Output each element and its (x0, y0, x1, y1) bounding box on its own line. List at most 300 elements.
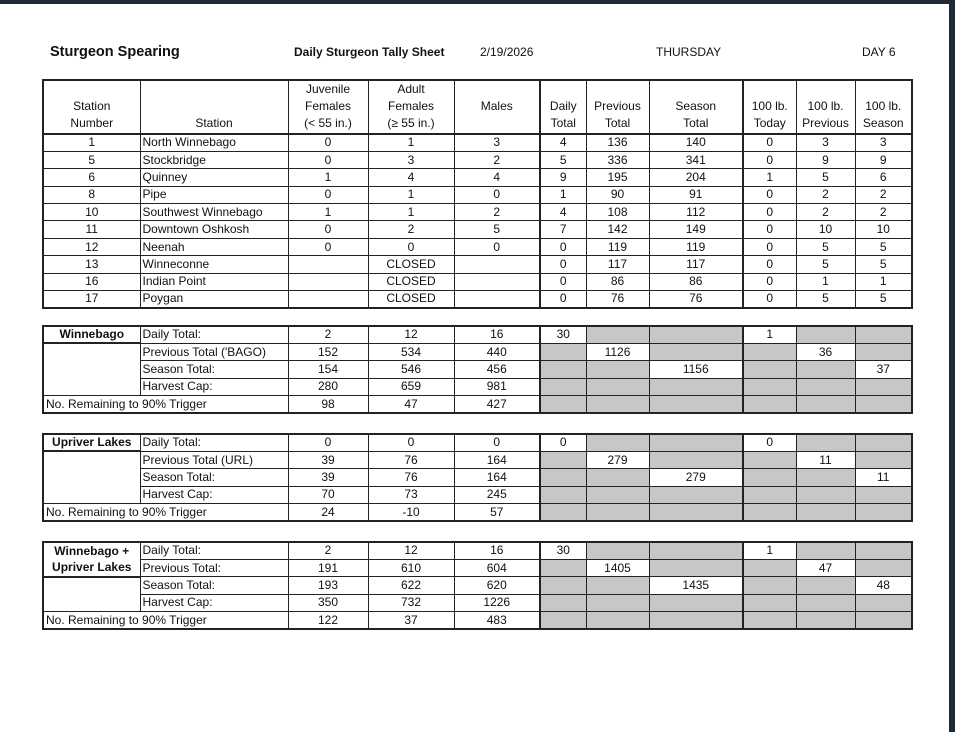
lb-season-value: 2 (855, 204, 912, 221)
daily-total-value: 1 (540, 186, 586, 203)
previous-total-value: 90 (586, 186, 649, 203)
adult-value: 1 (368, 134, 454, 151)
juvenile-value: 39 (288, 451, 368, 468)
males-value: 57 (454, 504, 540, 521)
juvenile-value: 0 (288, 134, 368, 151)
shaded-cell (743, 612, 796, 629)
station-number: 10 (43, 204, 140, 221)
adult-value: 76 (368, 469, 454, 486)
shaded-cell (586, 361, 649, 378)
blank-cell (43, 361, 140, 378)
shaded-cell (796, 486, 855, 503)
lb-previous-value: 5 (796, 291, 855, 308)
lb-previous-value: 2 (796, 204, 855, 221)
adult-value: 0 (368, 434, 454, 451)
juvenile-value: 122 (288, 612, 368, 629)
shaded-cell (649, 594, 743, 611)
col-daily-total: Daily Total (540, 80, 586, 134)
lb-today-value: 0 (743, 134, 796, 151)
adult-value: 659 (368, 378, 454, 395)
shaded-cell (586, 486, 649, 503)
shaded-cell (743, 378, 796, 395)
station-name: Stockbridge (140, 151, 288, 168)
males-value: 483 (454, 612, 540, 629)
shaded-cell (649, 504, 743, 521)
shaded-cell (743, 396, 796, 413)
lb-season-value: 11 (855, 469, 912, 486)
males-value (454, 291, 540, 308)
shaded-cell (743, 577, 796, 594)
males-value: 456 (454, 361, 540, 378)
shaded-cell (743, 559, 796, 576)
daily-total-value: 30 (540, 326, 586, 343)
previous-total-value: 108 (586, 204, 649, 221)
blank-cell (43, 594, 140, 611)
juvenile-value: 350 (288, 594, 368, 611)
shaded-cell (586, 434, 649, 451)
station-name: Poygan (140, 291, 288, 308)
shaded-cell (743, 504, 796, 521)
station-row (43, 204, 912, 221)
station-name: Indian Point (140, 273, 288, 290)
shaded-cell (540, 469, 586, 486)
adult-value: 610 (368, 559, 454, 576)
males-value: 0 (454, 238, 540, 255)
col-males: Males (454, 80, 540, 134)
shaded-cell (796, 434, 855, 451)
previous-total-value: 279 (586, 451, 649, 468)
juvenile-value: 98 (288, 396, 368, 413)
shaded-cell (855, 594, 912, 611)
juvenile-value: 193 (288, 577, 368, 594)
previous-total-value: 195 (586, 169, 649, 186)
season-total-value: 279 (649, 469, 743, 486)
station-row (43, 151, 912, 168)
daily-total-value: 0 (540, 273, 586, 290)
row-label: Previous Total (URL) (140, 451, 288, 468)
shaded-cell (540, 559, 586, 576)
adult-value: 12 (368, 326, 454, 343)
lb-season-value: 1 (855, 273, 912, 290)
col-100lb-previous: 100 lb. Previous (796, 80, 855, 134)
shaded-cell (649, 378, 743, 395)
shaded-cell (855, 612, 912, 629)
station-row (43, 186, 912, 203)
shaded-cell (743, 594, 796, 611)
season-total-value: 1156 (649, 361, 743, 378)
season-total-value: 76 (649, 291, 743, 308)
group-label: Upriver Lakes (43, 559, 140, 576)
season-total-value: 1435 (649, 577, 743, 594)
sheet-day: DAY 6 (862, 45, 896, 59)
lb-previous-value: 11 (796, 451, 855, 468)
previous-total-value: 119 (586, 238, 649, 255)
shaded-cell (649, 434, 743, 451)
males-value: 16 (454, 542, 540, 559)
males-value: 1226 (454, 594, 540, 611)
shaded-cell (743, 451, 796, 468)
column-header-row (43, 80, 912, 134)
season-total-value: 119 (649, 238, 743, 255)
shaded-cell (855, 542, 912, 559)
station-name: Pipe (140, 186, 288, 203)
col-100lb-season: 100 lb. Season (855, 80, 912, 134)
shaded-cell (540, 486, 586, 503)
lb-season-value: 9 (855, 151, 912, 168)
shaded-cell (540, 378, 586, 395)
season-total-value: 341 (649, 151, 743, 168)
daily-total-value: 30 (540, 542, 586, 559)
shaded-cell (586, 326, 649, 343)
adult-value: CLOSED (368, 291, 454, 308)
shaded-cell (855, 486, 912, 503)
season-total-value: 86 (649, 273, 743, 290)
shaded-cell (649, 343, 743, 360)
adult-value: 73 (368, 486, 454, 503)
shaded-cell (796, 594, 855, 611)
lb-season-value: 37 (855, 361, 912, 378)
shaded-cell (540, 577, 586, 594)
row-label: Daily Total: (140, 326, 288, 343)
juvenile-value: 24 (288, 504, 368, 521)
males-value: 981 (454, 378, 540, 395)
juvenile-value: 39 (288, 469, 368, 486)
shaded-cell (796, 542, 855, 559)
daily-total-value: 4 (540, 134, 586, 151)
previous-total-value: 136 (586, 134, 649, 151)
adult-value: -10 (368, 504, 454, 521)
daily-total-value: 5 (540, 151, 586, 168)
adult-value: 1 (368, 186, 454, 203)
daily-total-value: 0 (540, 291, 586, 308)
group-label: Winnebago (43, 326, 140, 343)
shaded-cell (796, 469, 855, 486)
shaded-cell (586, 396, 649, 413)
row-label: Season Total: (140, 469, 288, 486)
shaded-cell (796, 326, 855, 343)
shaded-cell (649, 451, 743, 468)
adult-value: 1 (368, 204, 454, 221)
shaded-cell (796, 378, 855, 395)
shaded-cell (649, 486, 743, 503)
shaded-cell (540, 361, 586, 378)
males-value: 2 (454, 204, 540, 221)
sheet-weekday: THURSDAY (656, 45, 722, 59)
lb-season-value: 48 (855, 577, 912, 594)
adult-value: 47 (368, 396, 454, 413)
shaded-cell (649, 396, 743, 413)
daily-total-value: 0 (540, 238, 586, 255)
station-number: 12 (43, 238, 140, 255)
season-total-value: 140 (649, 134, 743, 151)
combined-summary-table (42, 541, 913, 630)
shaded-cell (540, 396, 586, 413)
blank-cell (43, 378, 140, 395)
station-number: 16 (43, 273, 140, 290)
lb-today-value: 0 (743, 256, 796, 273)
males-value: 4 (454, 169, 540, 186)
station-number: 11 (43, 221, 140, 238)
lb-season-value: 2 (855, 186, 912, 203)
blank-cell (43, 577, 140, 594)
remaining-label: No. Remaining to 90% Trigger (43, 612, 288, 629)
row-label: Daily Total: (140, 434, 288, 451)
adult-value: 2 (368, 221, 454, 238)
season-total-value: 112 (649, 204, 743, 221)
group-label: Upriver Lakes (43, 434, 140, 451)
males-value: 0 (454, 434, 540, 451)
shaded-cell (649, 326, 743, 343)
adult-value: 12 (368, 542, 454, 559)
juvenile-value: 154 (288, 361, 368, 378)
station-row (43, 273, 912, 290)
previous-total-value: 1126 (586, 343, 649, 360)
daily-total-value: 0 (540, 256, 586, 273)
shaded-cell (586, 542, 649, 559)
row-label: Previous Total ('BAGO) (140, 343, 288, 360)
daily-total-value: 0 (540, 434, 586, 451)
station-row (43, 221, 912, 238)
juvenile-value: 70 (288, 486, 368, 503)
station-row (43, 134, 912, 151)
adult-value: 3 (368, 151, 454, 168)
adult-value: 0 (368, 238, 454, 255)
juvenile-value: 1 (288, 169, 368, 186)
adult-value: 4 (368, 169, 454, 186)
season-total-value: 117 (649, 256, 743, 273)
shaded-cell (796, 577, 855, 594)
shaded-cell (586, 577, 649, 594)
previous-total-value: 1405 (586, 559, 649, 576)
juvenile-value: 2 (288, 326, 368, 343)
lb-season-value: 3 (855, 134, 912, 151)
station-name: Southwest Winnebago (140, 204, 288, 221)
lb-previous-value: 5 (796, 169, 855, 186)
col-100lb-today: 100 lb. Today (743, 80, 796, 134)
shaded-cell (540, 612, 586, 629)
upriver-summary-table (42, 433, 913, 522)
station-name: Winneconne (140, 256, 288, 273)
station-name: Neenah (140, 238, 288, 255)
row-label: Season Total: (140, 577, 288, 594)
shaded-cell (743, 361, 796, 378)
males-value: 245 (454, 486, 540, 503)
window-top-bar (0, 0, 955, 4)
lb-season-value: 5 (855, 238, 912, 255)
shaded-cell (649, 559, 743, 576)
shaded-cell (855, 326, 912, 343)
shaded-cell (649, 612, 743, 629)
sheet-date: 2/19/2026 (480, 45, 534, 59)
daily-total-value: 4 (540, 204, 586, 221)
daily-total-value: 9 (540, 169, 586, 186)
shaded-cell (586, 378, 649, 395)
station-name: Downtown Oshkosh (140, 221, 288, 238)
shaded-cell (540, 504, 586, 521)
station-number: 1 (43, 134, 140, 151)
juvenile-value: 1 (288, 204, 368, 221)
males-value: 164 (454, 451, 540, 468)
col-season-total: Season Total (649, 80, 743, 134)
station-name: Quinney (140, 169, 288, 186)
remaining-label: No. Remaining to 90% Trigger (43, 396, 288, 413)
males-value: 5 (454, 221, 540, 238)
shaded-cell (586, 612, 649, 629)
lb-today-value: 1 (743, 542, 796, 559)
juvenile-value: 0 (288, 434, 368, 451)
row-label: Harvest Cap: (140, 486, 288, 503)
lb-season-value: 10 (855, 221, 912, 238)
winnebago-summary-table (42, 325, 913, 414)
shaded-cell (649, 542, 743, 559)
adult-value: CLOSED (368, 273, 454, 290)
row-label: Harvest Cap: (140, 594, 288, 611)
previous-total-value: 142 (586, 221, 649, 238)
previous-total-value: 76 (586, 291, 649, 308)
shaded-cell (586, 504, 649, 521)
adult-value: CLOSED (368, 256, 454, 273)
col-juvenile-females: Juvenile Females (< 55 in.) (288, 80, 368, 134)
window-right-bar (949, 0, 955, 732)
shaded-cell (586, 469, 649, 486)
remaining-label: No. Remaining to 90% Trigger (43, 504, 288, 521)
adult-value: 546 (368, 361, 454, 378)
juvenile-value: 2 (288, 542, 368, 559)
col-previous-total: Previous Total (586, 80, 649, 134)
males-value: 604 (454, 559, 540, 576)
station-row (43, 291, 912, 308)
previous-total-value: 117 (586, 256, 649, 273)
season-total-value: 204 (649, 169, 743, 186)
lb-previous-value: 1 (796, 273, 855, 290)
adult-value: 534 (368, 343, 454, 360)
juvenile-value (288, 273, 368, 290)
juvenile-value: 0 (288, 221, 368, 238)
juvenile-value: 152 (288, 343, 368, 360)
lb-today-value: 1 (743, 169, 796, 186)
shaded-cell (586, 594, 649, 611)
lb-today-value: 0 (743, 291, 796, 308)
lb-previous-value: 47 (796, 559, 855, 576)
shaded-cell (743, 486, 796, 503)
lb-today-value: 0 (743, 221, 796, 238)
col-station-number: Station Number (43, 80, 140, 134)
lb-previous-value: 5 (796, 238, 855, 255)
shaded-cell (855, 378, 912, 395)
juvenile-value (288, 256, 368, 273)
shaded-cell (855, 451, 912, 468)
station-number: 17 (43, 291, 140, 308)
adult-value: 76 (368, 451, 454, 468)
males-value (454, 273, 540, 290)
station-number: 5 (43, 151, 140, 168)
shaded-cell (540, 451, 586, 468)
adult-value: 732 (368, 594, 454, 611)
previous-total-value: 336 (586, 151, 649, 168)
row-label: Previous Total: (140, 559, 288, 576)
lb-today-value: 0 (743, 204, 796, 221)
shaded-cell (743, 469, 796, 486)
males-value (454, 256, 540, 273)
lb-previous-value: 2 (796, 186, 855, 203)
lb-today-value: 0 (743, 238, 796, 255)
col-station: Station (140, 80, 288, 134)
shaded-cell (796, 504, 855, 521)
lb-today-value: 0 (743, 434, 796, 451)
station-row (43, 169, 912, 186)
males-value: 16 (454, 326, 540, 343)
shaded-cell (796, 612, 855, 629)
station-tally-table (42, 79, 913, 309)
season-total-value: 149 (649, 221, 743, 238)
station-row (43, 238, 912, 255)
adult-value: 622 (368, 577, 454, 594)
station-number: 8 (43, 186, 140, 203)
lb-today-value: 0 (743, 273, 796, 290)
lb-season-value: 6 (855, 169, 912, 186)
shaded-cell (855, 559, 912, 576)
juvenile-value: 280 (288, 378, 368, 395)
daily-total-value: 7 (540, 221, 586, 238)
juvenile-value: 0 (288, 186, 368, 203)
shaded-cell (855, 343, 912, 360)
lb-previous-value: 36 (796, 343, 855, 360)
blank-cell (43, 486, 140, 503)
previous-total-value: 86 (586, 273, 649, 290)
shaded-cell (855, 396, 912, 413)
sheet-name: Daily Sturgeon Tally Sheet (294, 45, 445, 59)
juvenile-value: 191 (288, 559, 368, 576)
males-value: 2 (454, 151, 540, 168)
shaded-cell (796, 396, 855, 413)
lb-today-value: 1 (743, 326, 796, 343)
lb-previous-value: 10 (796, 221, 855, 238)
shaded-cell (540, 594, 586, 611)
males-value: 427 (454, 396, 540, 413)
males-value: 0 (454, 186, 540, 203)
shaded-cell (540, 343, 586, 360)
lb-previous-value: 9 (796, 151, 855, 168)
shaded-cell (743, 343, 796, 360)
group-label: Winnebago + (43, 542, 140, 559)
shaded-cell (796, 361, 855, 378)
season-total-value: 91 (649, 186, 743, 203)
shaded-cell (855, 434, 912, 451)
col-adult-females: Adult Females (≥ 55 in.) (368, 80, 454, 134)
row-label: Harvest Cap: (140, 378, 288, 395)
lb-season-value: 5 (855, 291, 912, 308)
station-number: 13 (43, 256, 140, 273)
lb-today-value: 0 (743, 186, 796, 203)
juvenile-value (288, 291, 368, 308)
row-label: Daily Total: (140, 542, 288, 559)
lb-previous-value: 5 (796, 256, 855, 273)
males-value: 440 (454, 343, 540, 360)
lb-season-value: 5 (855, 256, 912, 273)
row-label: Season Total: (140, 361, 288, 378)
blank-cell (43, 469, 140, 486)
station-row (43, 256, 912, 273)
station-number: 6 (43, 169, 140, 186)
males-value: 164 (454, 469, 540, 486)
juvenile-value: 0 (288, 151, 368, 168)
blank-cell (43, 451, 140, 468)
shaded-cell (855, 504, 912, 521)
adult-value: 37 (368, 612, 454, 629)
sheet-title: Sturgeon Spearing (50, 44, 180, 60)
station-name: North Winnebago (140, 134, 288, 151)
blank-cell (43, 343, 140, 360)
